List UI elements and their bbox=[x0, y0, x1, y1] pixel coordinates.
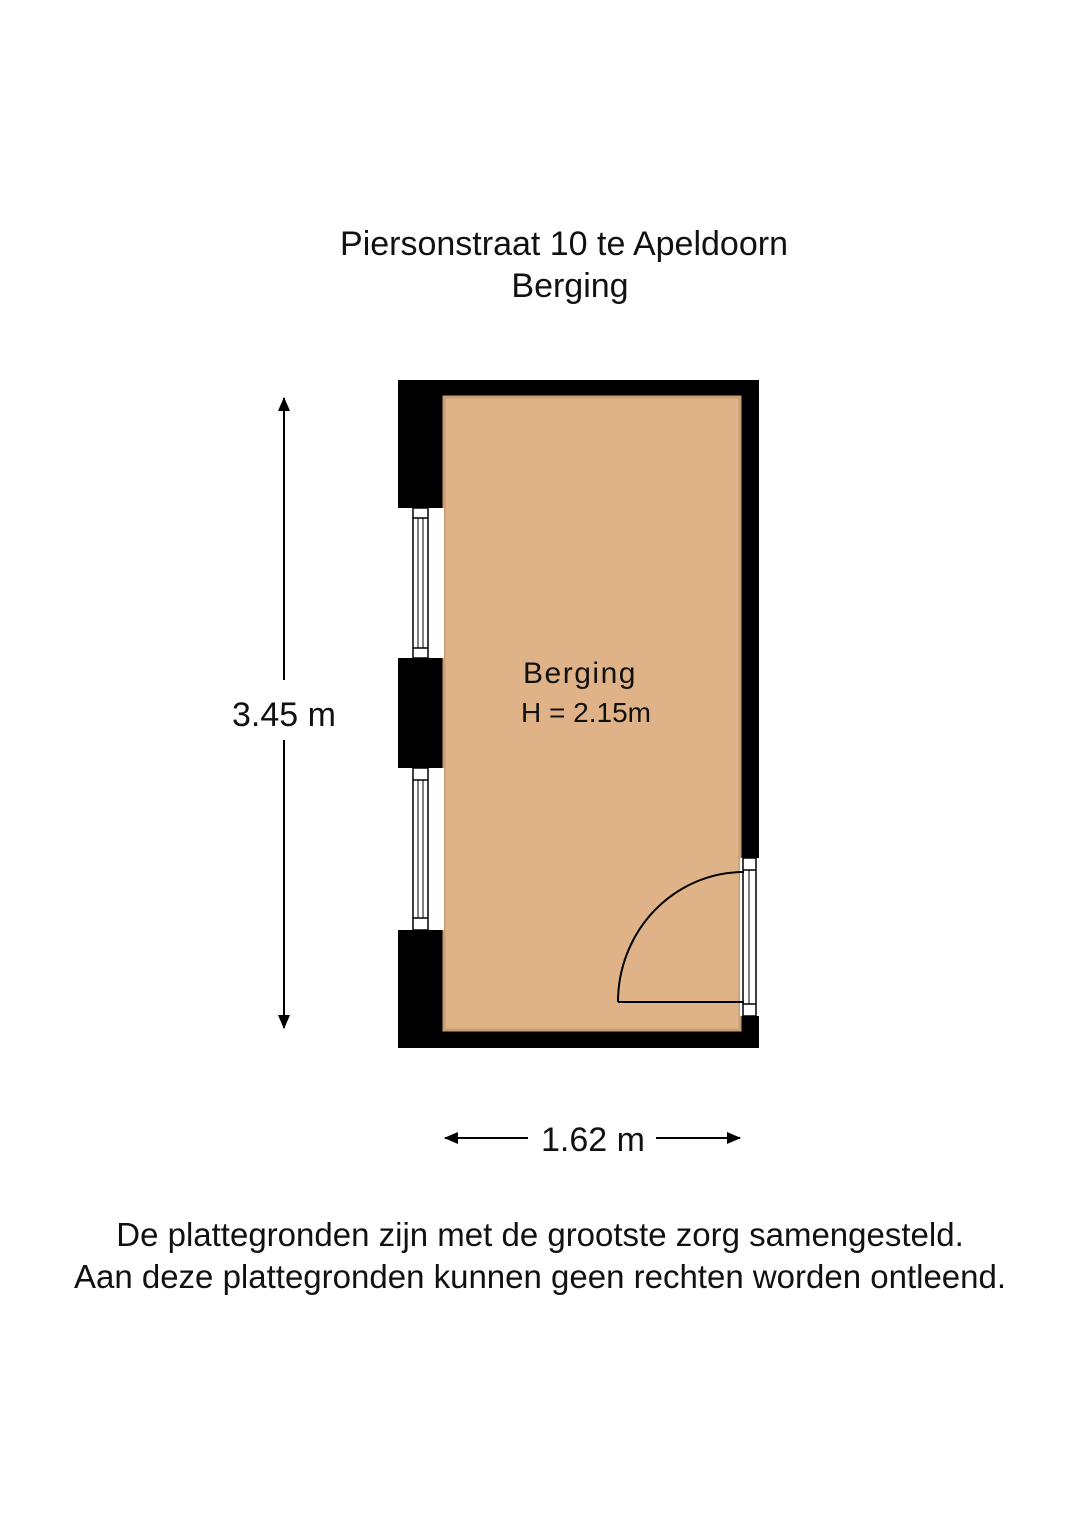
room-name-label: Berging bbox=[523, 657, 637, 690]
plan-floor-title: Berging bbox=[511, 267, 629, 305]
disclaimer-line-1: De plattegronden zijn met de grootste zorg samengesteld. bbox=[116, 1216, 964, 1253]
plan-address-title: Piersonstraat 10 te Apeldoorn bbox=[340, 225, 788, 263]
width-dimension bbox=[445, 1121, 740, 1159]
length-label: 3.45 m bbox=[232, 696, 336, 734]
window-left-upper bbox=[398, 508, 444, 658]
room-height-label: H = 2.15m bbox=[521, 697, 651, 728]
length-dimension bbox=[232, 398, 336, 1028]
disclaimer-line-2: Aan deze plattegronden kunnen geen rechten worden ontleend. bbox=[73, 1258, 1007, 1295]
window-left-lower bbox=[398, 768, 444, 930]
width-label: 1.62 m bbox=[541, 1121, 645, 1159]
